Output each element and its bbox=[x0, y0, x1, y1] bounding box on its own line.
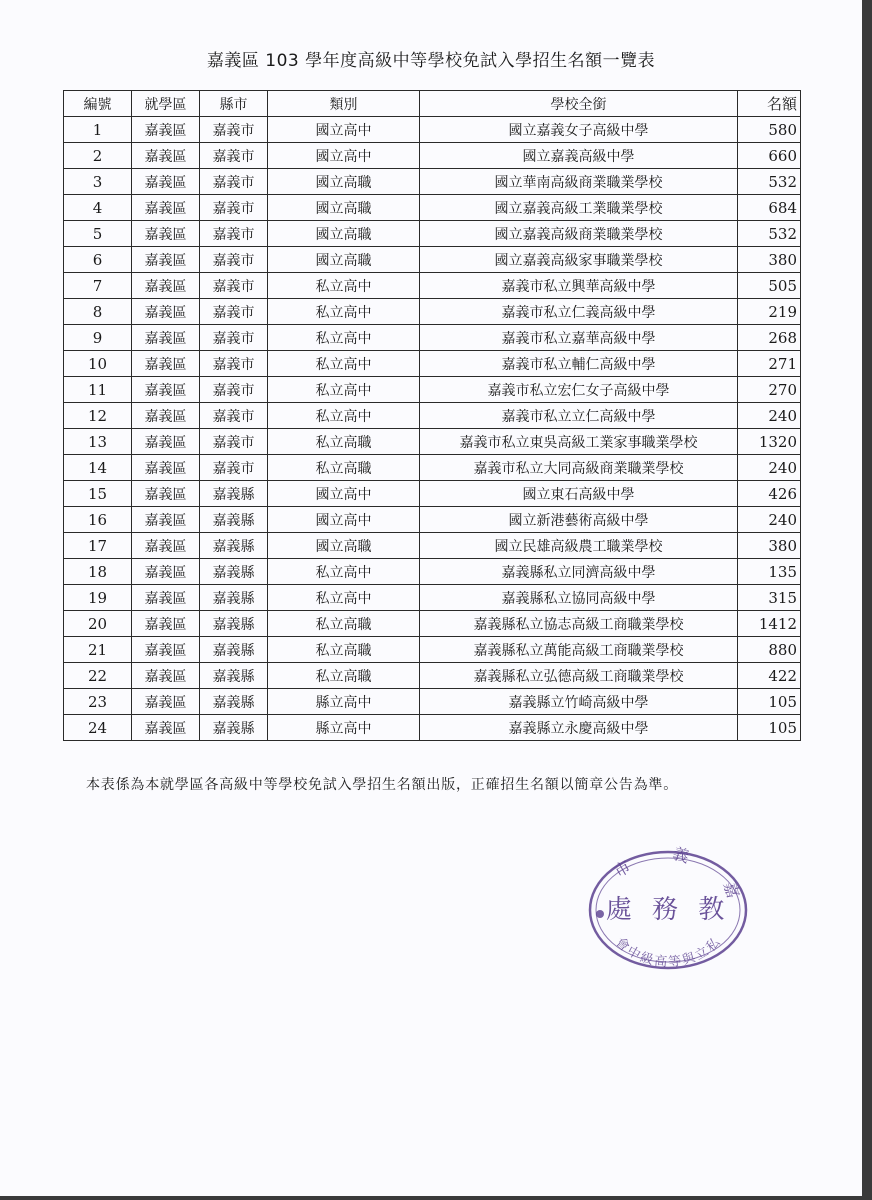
cell-district: 嘉義區 bbox=[132, 377, 200, 403]
cell-school-name: 嘉義市私立仁義高級中學 bbox=[420, 299, 738, 325]
cell-number: 3 bbox=[64, 169, 132, 195]
cell-city: 嘉義市 bbox=[200, 325, 268, 351]
quota-table bbox=[63, 90, 801, 741]
cell-number: 2 bbox=[64, 143, 132, 169]
cell-quota: 505 bbox=[738, 273, 801, 299]
cell-quota: 219 bbox=[738, 299, 801, 325]
cell-quota: 270 bbox=[738, 377, 801, 403]
cell-quota: 105 bbox=[738, 715, 801, 741]
cell-city: 嘉義市 bbox=[200, 455, 268, 481]
cell-school-name: 國立民雄高級農工職業學校 bbox=[420, 533, 738, 559]
cell-district: 嘉義區 bbox=[132, 273, 200, 299]
cell-quota: 580 bbox=[738, 117, 801, 143]
cell-category: 私立高中 bbox=[268, 403, 420, 429]
cell-quota: 315 bbox=[738, 585, 801, 611]
table-row bbox=[64, 429, 801, 455]
cell-city: 嘉義縣 bbox=[200, 585, 268, 611]
cell-number: 4 bbox=[64, 195, 132, 221]
footnote: 本表係為本就學區各高級中等學校免試入學招生名額出版，正確招生名額以簡章公告為準。 bbox=[86, 777, 678, 793]
cell-number: 8 bbox=[64, 299, 132, 325]
cell-number: 23 bbox=[64, 689, 132, 715]
cell-number: 6 bbox=[64, 247, 132, 273]
cell-district: 嘉義區 bbox=[132, 143, 200, 169]
table-row bbox=[64, 481, 801, 507]
cell-city: 嘉義縣 bbox=[200, 715, 268, 741]
cell-category: 私立高中 bbox=[268, 299, 420, 325]
table-row bbox=[64, 325, 801, 351]
cell-district: 嘉義區 bbox=[132, 351, 200, 377]
table-row bbox=[64, 143, 801, 169]
cell-city: 嘉義縣 bbox=[200, 611, 268, 637]
cell-category: 私立高職 bbox=[268, 663, 420, 689]
table-row bbox=[64, 507, 801, 533]
cell-city: 嘉義市 bbox=[200, 195, 268, 221]
cell-city: 嘉義市 bbox=[200, 377, 268, 403]
cell-category: 國立高職 bbox=[268, 247, 420, 273]
cell-category: 私立高職 bbox=[268, 637, 420, 663]
table-row bbox=[64, 559, 801, 585]
cell-school-name: 嘉義市私立輔仁高級中學 bbox=[420, 351, 738, 377]
cell-district: 嘉義區 bbox=[132, 169, 200, 195]
cell-category: 私立高中 bbox=[268, 585, 420, 611]
cell-city: 嘉義縣 bbox=[200, 533, 268, 559]
cell-category: 國立高職 bbox=[268, 195, 420, 221]
header-district: 就學區 bbox=[132, 91, 200, 117]
cell-school-name: 嘉義縣私立協同高級中學 bbox=[420, 585, 738, 611]
cell-city: 嘉義縣 bbox=[200, 559, 268, 585]
cell-school-name: 嘉義市私立大同高級商業職業學校 bbox=[420, 455, 738, 481]
table-row bbox=[64, 455, 801, 481]
scan-edge-bottom bbox=[0, 1196, 872, 1200]
cell-quota: 271 bbox=[738, 351, 801, 377]
table-row bbox=[64, 247, 801, 273]
cell-number: 14 bbox=[64, 455, 132, 481]
header-school-name: 學校全銜 bbox=[420, 91, 738, 117]
cell-school-name: 嘉義市私立宏仁女子高級中學 bbox=[420, 377, 738, 403]
cell-quota: 240 bbox=[738, 507, 801, 533]
cell-number: 21 bbox=[64, 637, 132, 663]
cell-quota: 240 bbox=[738, 455, 801, 481]
seal-center-text: 處 務 教 bbox=[605, 895, 731, 925]
cell-category: 私立高中 bbox=[268, 325, 420, 351]
cell-school-name: 國立嘉義高級商業職業學校 bbox=[420, 221, 738, 247]
cell-city: 嘉義縣 bbox=[200, 507, 268, 533]
header-category: 類別 bbox=[268, 91, 420, 117]
cell-city: 嘉義縣 bbox=[200, 663, 268, 689]
cell-category: 私立高中 bbox=[268, 559, 420, 585]
cell-number: 22 bbox=[64, 663, 132, 689]
cell-city: 嘉義市 bbox=[200, 273, 268, 299]
header-quota: 名額 bbox=[738, 91, 801, 117]
cell-city: 嘉義市 bbox=[200, 117, 268, 143]
cell-quota: 684 bbox=[738, 195, 801, 221]
cell-district: 嘉義區 bbox=[132, 559, 200, 585]
cell-school-name: 國立嘉義高級工業職業學校 bbox=[420, 195, 738, 221]
cell-school-name: 國立嘉義高級家事職業學校 bbox=[420, 247, 738, 273]
cell-school-name: 嘉義縣私立弘德高級工商職業學校 bbox=[420, 663, 738, 689]
cell-district: 嘉義區 bbox=[132, 403, 200, 429]
table-row bbox=[64, 221, 801, 247]
table-row bbox=[64, 611, 801, 637]
cell-city: 嘉義市 bbox=[200, 403, 268, 429]
cell-quota: 426 bbox=[738, 481, 801, 507]
cell-category: 國立高中 bbox=[268, 117, 420, 143]
cell-city: 嘉義市 bbox=[200, 351, 268, 377]
cell-number: 24 bbox=[64, 715, 132, 741]
table-row bbox=[64, 351, 801, 377]
cell-district: 嘉義區 bbox=[132, 611, 200, 637]
cell-district: 嘉義區 bbox=[132, 689, 200, 715]
cell-city: 嘉義市 bbox=[200, 169, 268, 195]
cell-district: 嘉義區 bbox=[132, 481, 200, 507]
cell-school-name: 國立新港藝術高級中學 bbox=[420, 507, 738, 533]
header-city: 縣市 bbox=[200, 91, 268, 117]
cell-city: 嘉義市 bbox=[200, 429, 268, 455]
cell-school-name: 國立嘉義高級中學 bbox=[420, 143, 738, 169]
cell-category: 私立高中 bbox=[268, 351, 420, 377]
table-row bbox=[64, 715, 801, 741]
cell-category: 私立高中 bbox=[268, 273, 420, 299]
cell-city: 嘉義縣 bbox=[200, 689, 268, 715]
table-row bbox=[64, 637, 801, 663]
cell-district: 嘉義區 bbox=[132, 455, 200, 481]
table-header-row bbox=[64, 91, 801, 117]
cell-school-name: 國立華南高級商業職業學校 bbox=[420, 169, 738, 195]
cell-category: 國立高中 bbox=[268, 507, 420, 533]
cell-number: 10 bbox=[64, 351, 132, 377]
cell-number: 16 bbox=[64, 507, 132, 533]
cell-school-name: 嘉義縣立永慶高級中學 bbox=[420, 715, 738, 741]
table-row bbox=[64, 585, 801, 611]
cell-number: 12 bbox=[64, 403, 132, 429]
table-row bbox=[64, 403, 801, 429]
cell-category: 國立高職 bbox=[268, 533, 420, 559]
cell-category: 國立高職 bbox=[268, 221, 420, 247]
cell-quota: 660 bbox=[738, 143, 801, 169]
cell-school-name: 嘉義市私立立仁高級中學 bbox=[420, 403, 738, 429]
table-row bbox=[64, 273, 801, 299]
cell-school-name: 嘉義縣私立萬能高級工商職業學校 bbox=[420, 637, 738, 663]
cell-district: 嘉義區 bbox=[132, 221, 200, 247]
cell-number: 17 bbox=[64, 533, 132, 559]
cell-category: 私立高職 bbox=[268, 455, 420, 481]
cell-city: 嘉義市 bbox=[200, 247, 268, 273]
cell-school-name: 國立東石高級中學 bbox=[420, 481, 738, 507]
cell-school-name: 嘉義縣私立同濟高級中學 bbox=[420, 559, 738, 585]
cell-city: 嘉義市 bbox=[200, 143, 268, 169]
cell-district: 嘉義區 bbox=[132, 247, 200, 273]
cell-quota: 268 bbox=[738, 325, 801, 351]
cell-quota: 240 bbox=[738, 403, 801, 429]
table-row bbox=[64, 689, 801, 715]
cell-quota: 380 bbox=[738, 533, 801, 559]
cell-number: 7 bbox=[64, 273, 132, 299]
cell-number: 9 bbox=[64, 325, 132, 351]
cell-category: 私立高職 bbox=[268, 429, 420, 455]
official-seal bbox=[578, 842, 758, 972]
cell-district: 嘉義區 bbox=[132, 585, 200, 611]
cell-city: 嘉義縣 bbox=[200, 637, 268, 663]
cell-number: 1 bbox=[64, 117, 132, 143]
cell-quota: 880 bbox=[738, 637, 801, 663]
cell-city: 嘉義縣 bbox=[200, 481, 268, 507]
cell-city: 嘉義市 bbox=[200, 221, 268, 247]
cell-category: 私立高中 bbox=[268, 377, 420, 403]
cell-district: 嘉義區 bbox=[132, 117, 200, 143]
header-number: 編號 bbox=[64, 91, 132, 117]
cell-number: 20 bbox=[64, 611, 132, 637]
cell-category: 私立高職 bbox=[268, 611, 420, 637]
page-title: 嘉義區 103 學年度高級中等學校免試入學招生名額一覽表 bbox=[206, 51, 656, 71]
cell-quota: 1412 bbox=[738, 611, 801, 637]
cell-district: 嘉義區 bbox=[132, 507, 200, 533]
seal-bottom-text: 會中級高等與立私 bbox=[612, 934, 725, 971]
cell-category: 縣立高中 bbox=[268, 715, 420, 741]
seal-top-text: 市 義 嘉 bbox=[610, 843, 748, 918]
cell-quota: 532 bbox=[738, 169, 801, 195]
cell-quota: 1320 bbox=[738, 429, 801, 455]
cell-category: 縣立高中 bbox=[268, 689, 420, 715]
cell-quota: 422 bbox=[738, 663, 801, 689]
cell-number: 15 bbox=[64, 481, 132, 507]
cell-district: 嘉義區 bbox=[132, 715, 200, 741]
cell-quota: 135 bbox=[738, 559, 801, 585]
cell-district: 嘉義區 bbox=[132, 533, 200, 559]
cell-quota: 380 bbox=[738, 247, 801, 273]
cell-school-name: 嘉義縣私立協志高級工商職業學校 bbox=[420, 611, 738, 637]
cell-number: 13 bbox=[64, 429, 132, 455]
cell-number: 19 bbox=[64, 585, 132, 611]
cell-district: 嘉義區 bbox=[132, 637, 200, 663]
cell-district: 嘉義區 bbox=[132, 299, 200, 325]
table-row bbox=[64, 169, 801, 195]
table-row bbox=[64, 299, 801, 325]
scan-edge-right bbox=[862, 0, 872, 1200]
cell-school-name: 國立嘉義女子高級中學 bbox=[420, 117, 738, 143]
svg-text:會中級高等與立私 bbox=[612, 934, 724, 970]
cell-category: 國立高職 bbox=[268, 169, 420, 195]
cell-district: 嘉義區 bbox=[132, 325, 200, 351]
cell-number: 5 bbox=[64, 221, 132, 247]
cell-number: 18 bbox=[64, 559, 132, 585]
cell-category: 國立高中 bbox=[268, 143, 420, 169]
cell-number: 11 bbox=[64, 377, 132, 403]
cell-city: 嘉義市 bbox=[200, 299, 268, 325]
table-row bbox=[64, 117, 801, 143]
table-row bbox=[64, 663, 801, 689]
cell-school-name: 嘉義市私立興華高級中學 bbox=[420, 273, 738, 299]
table-row bbox=[64, 195, 801, 221]
cell-district: 嘉義區 bbox=[132, 663, 200, 689]
cell-school-name: 嘉義市私立東吳高級工業家事職業學校 bbox=[420, 429, 738, 455]
cell-quota: 105 bbox=[738, 689, 801, 715]
cell-district: 嘉義區 bbox=[132, 195, 200, 221]
table-row bbox=[64, 533, 801, 559]
table-row bbox=[64, 377, 801, 403]
cell-school-name: 嘉義市私立嘉華高級中學 bbox=[420, 325, 738, 351]
cell-school-name: 嘉義縣立竹崎高級中學 bbox=[420, 689, 738, 715]
cell-quota: 532 bbox=[738, 221, 801, 247]
cell-district: 嘉義區 bbox=[132, 429, 200, 455]
cell-category: 國立高中 bbox=[268, 481, 420, 507]
